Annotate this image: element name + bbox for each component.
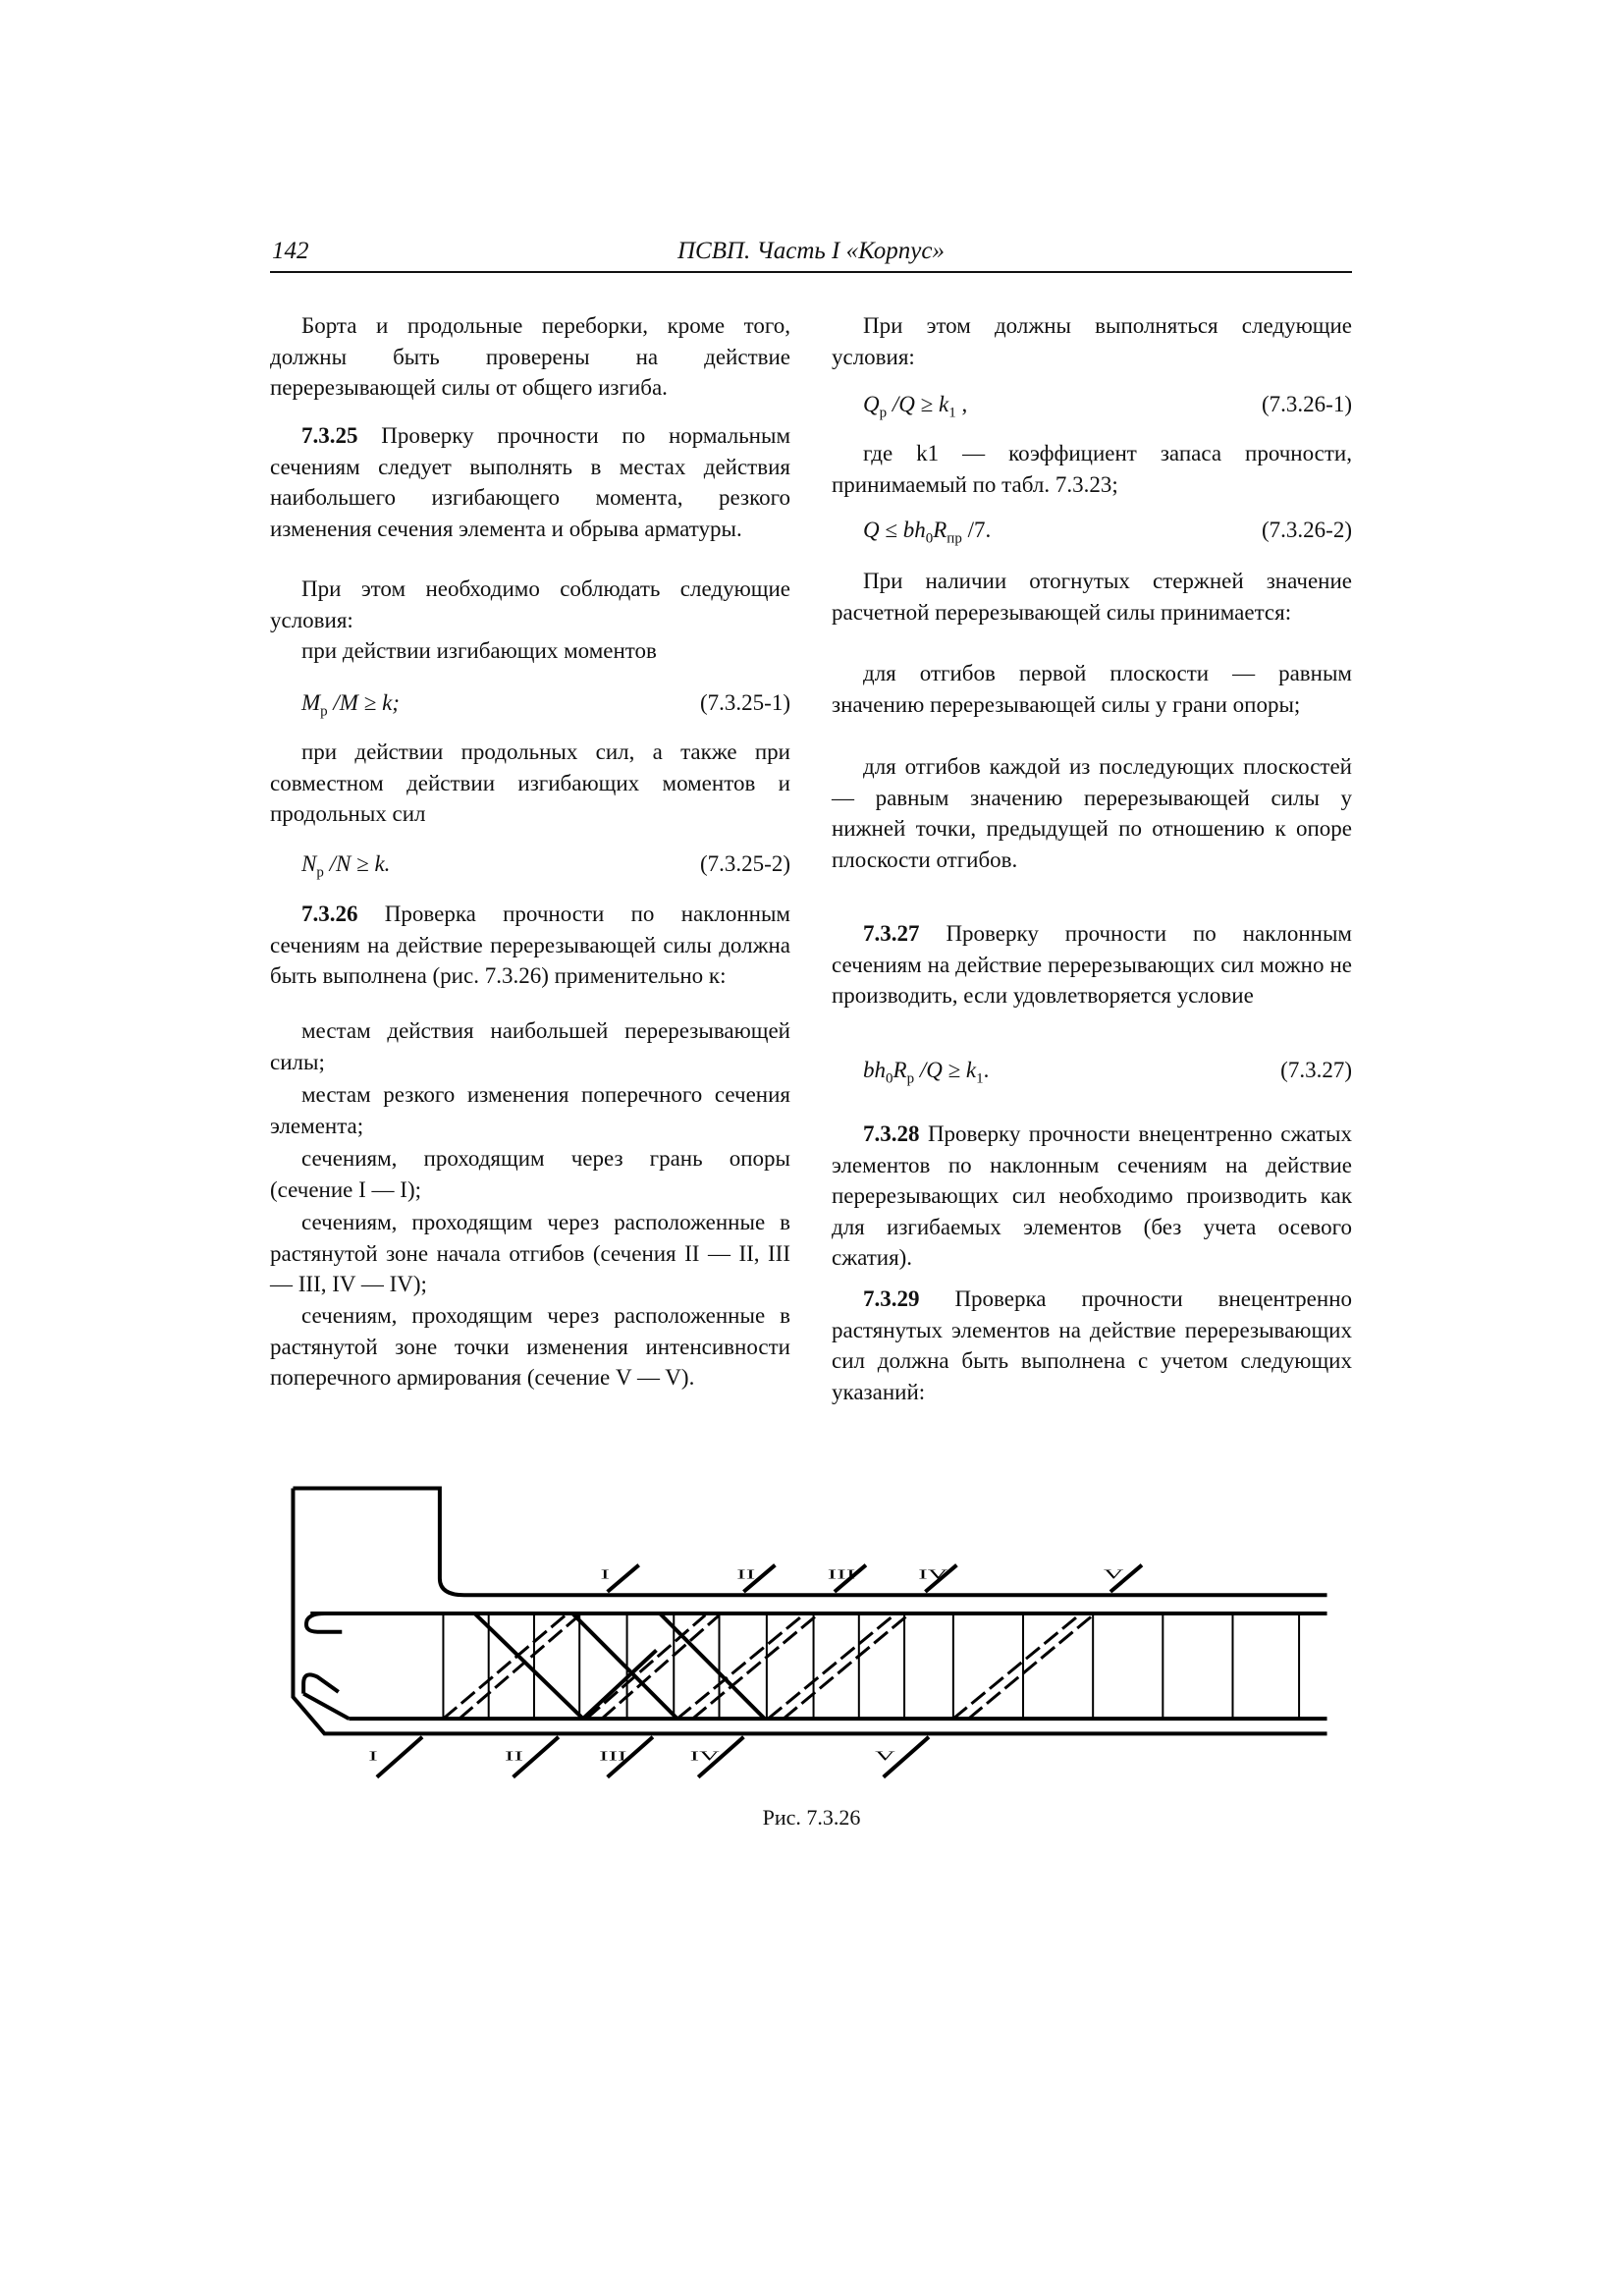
equation-number: (7.3.27)	[1280, 1058, 1352, 1082]
right-column	[832, 0, 1352, 1473]
section-number: 7.3.26	[301, 902, 358, 926]
paragraph: для отгибов каждой из последующих плоскостей — равным значению перерезывающей силы у нижней точки, предыдущей по отношению к опоре плоскости отгибов.	[832, 754, 1352, 872]
equation-number: (7.3.26-2)	[1262, 518, 1352, 542]
section-label: IV	[689, 1748, 720, 1764]
section-number: 7.3.28	[863, 1121, 920, 1146]
formula-part: N	[301, 851, 317, 876]
formula-part: .	[983, 1058, 990, 1082]
section-label: III	[599, 1748, 627, 1764]
list-item: местам действия наибольшей перерезывающей силы;	[270, 1018, 790, 1074]
formula-7-3-27	[863, 1055, 1352, 1086]
formula-part: /Q ≥ k	[887, 392, 949, 416]
formula-part: R	[933, 518, 947, 542]
section-7-3-25	[270, 420, 790, 544]
formula-7-3-25-2	[301, 848, 790, 880]
formula-subscript: 0	[886, 1070, 893, 1087]
left-column	[270, 0, 790, 1473]
list-item: сечениям, проходящим через расположенные в растянутой зоне точки изменения интенсивности поперечного армирования (сечение V — V).	[270, 1303, 790, 1390]
figure-beam-diagram	[265, 1463, 1355, 1797]
paragraph: При этом необходимо соблюдать следующие условия:	[270, 576, 790, 632]
formula-part: /N ≥ k.	[323, 851, 391, 876]
section-7-3-26	[270, 899, 790, 992]
formula-7-3-26-1	[863, 389, 1352, 420]
formula-subscript: 1	[976, 1070, 984, 1087]
section-number: 7.3.25	[301, 423, 358, 448]
section-label: IV	[918, 1566, 948, 1582]
stirrups	[443, 1613, 1299, 1719]
section-line	[608, 1565, 639, 1592]
formula-subscript: p	[879, 405, 888, 421]
list-item: местам резкого изменения поперечного сечения элемента;	[270, 1082, 790, 1138]
section-label: II	[505, 1748, 524, 1764]
section-label: I	[368, 1748, 378, 1764]
paragraph: При этом должны выполняться следующие условия:	[832, 313, 1352, 369]
paragraph: Борта и продольные переборки, кроме того, должны быть проверены на действие перерезывающей силы от общего изгиба.	[270, 313, 790, 400]
section-7-3-28	[832, 1119, 1352, 1274]
formula-part: Q	[863, 392, 880, 416]
equation-number: (7.3.26-1)	[1262, 392, 1352, 416]
list-item: сечениям, проходящим через расположенные в растянутой зоне начала отгибов (сечения II — II, III — III, IV — IV);	[270, 1210, 790, 1296]
formula-part: /7.	[961, 518, 992, 542]
dashed-bars	[443, 1615, 1093, 1719]
section-number: 7.3.29	[863, 1286, 920, 1311]
formula-subscript: 0	[925, 530, 934, 547]
equation-number: (7.3.25-1)	[700, 690, 790, 715]
page-number: 142	[272, 238, 309, 264]
paragraph: где k1 — коэффициент запаса прочности, принимаемый по табл. 7.3.23;	[832, 441, 1352, 497]
section-label: I	[600, 1566, 611, 1582]
paragraph-text: Проверку прочности по наклонным сечениям на действие перерезывающих сил можно не производить, если удовлетворяется условие	[832, 921, 1352, 1008]
section-7-3-27	[832, 918, 1352, 1011]
paragraph-text: Проверка прочности внецентренно растянутых элементов на действие перерезывающих сил должна быть выполнена с учетом следующих указаний:	[832, 1286, 1352, 1404]
formula-part: Q ≤ bh	[863, 518, 926, 542]
formula-7-3-25-1	[301, 687, 790, 719]
formula-subscript: p	[320, 703, 328, 720]
formula-subscript: p	[316, 864, 324, 881]
formula-part: ,	[955, 392, 968, 416]
formula-7-3-26-2	[863, 515, 1352, 546]
paragraph: при действии продольных сил, а также при совместном действии изгибающих моментов и продольных сил	[270, 739, 790, 826]
formula-subscript: p	[906, 1070, 915, 1087]
formula-part: bh	[863, 1058, 886, 1082]
formula-subscript: пр	[947, 530, 962, 547]
paragraph-text: Проверку прочности по нормальным сечениям следует выполнять в местах действия наибольшего изгибающего момента, резкого изменения сечения элемента и обрыва арматуры.	[270, 423, 790, 541]
upper-hook	[306, 1613, 342, 1632]
formula-subscript: 1	[948, 405, 956, 421]
paragraph-text: Проверку прочности внецентренно сжатых элементов по наклонным сечениям на действие перерезывающих сил необходимо производить как для изгибаемых элементов (без учета осевого сжатия).	[832, 1121, 1352, 1270]
paragraph: для отгибов первой плоскости — равным значению перерезывающей силы у грани опоры;	[832, 661, 1352, 717]
section-label: V	[1103, 1566, 1124, 1582]
paragraph: при действии изгибающих моментов	[301, 638, 657, 663]
formula-part: /Q ≥ k	[914, 1058, 977, 1082]
paragraph-text: Проверка прочности по наклонным сечениям на действие перерезывающей силы должна быть выполнена (рис. 7.3.26) применительно к:	[270, 902, 790, 988]
section-label: II	[736, 1566, 756, 1582]
header-title: ПСВП. Часть I «Корпус»	[677, 238, 945, 264]
section-label: V	[875, 1748, 895, 1764]
paragraph: При наличии отогнутых стержней значение расчетной перерезывающей силы принимается:	[832, 569, 1352, 625]
equation-number: (7.3.25-2)	[700, 851, 790, 876]
formula-part: /M ≥ k;	[327, 690, 400, 715]
section-7-3-29	[832, 1284, 1352, 1407]
list-item: сечениям, проходящим через грань опоры (сечение I — I);	[270, 1146, 790, 1202]
formula-part: R	[893, 1058, 907, 1082]
lower-hook	[303, 1674, 339, 1693]
section-line	[377, 1737, 422, 1777]
section-label: III	[827, 1566, 856, 1582]
section-number: 7.3.27	[863, 921, 920, 946]
formula-part: M	[301, 690, 321, 715]
figure-caption: Рис. 7.3.26	[762, 1805, 861, 1830]
